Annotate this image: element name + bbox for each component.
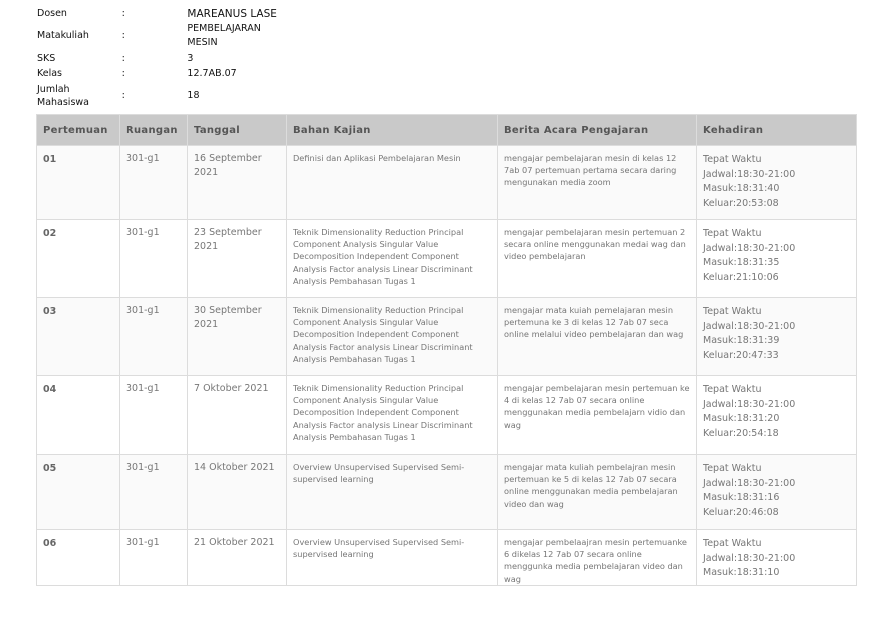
kehadiran-masuk: Masuk:18:31:35 xyxy=(703,257,780,268)
kehadiran-jadwal: Jadwal:18:30-21:00 xyxy=(703,320,796,332)
matakuliah-value xyxy=(187,22,297,50)
dosen-separator: : xyxy=(121,8,125,19)
header-bahan-kajian: Bahan Kajian xyxy=(287,115,498,146)
cell-bahan-kajian: Definisi dan Aplikasi Pembelajaran Mesin xyxy=(287,146,498,220)
kelas-separator: : xyxy=(121,68,125,79)
matakuliah-value-line2: MESIN xyxy=(187,37,218,48)
table-row xyxy=(37,220,857,298)
cell-kehadiran xyxy=(697,530,857,586)
kehadiran-masuk: Masuk:18:31:16 xyxy=(703,492,780,503)
cell-tanggal: 7 Oktober 2021 xyxy=(188,376,287,455)
sks-value: 3 xyxy=(187,52,194,64)
cell-tanggal: 14 Oktober 2021 xyxy=(188,455,287,530)
cell-berita-acara: mengajar mata kuliah pembelajran mesin pertemuan ke 5 di kelas 12 7ab 07 secara online menggunakan media pembelajaran video dan wag xyxy=(498,455,697,530)
cell-tanggal: 30 September 2021 xyxy=(188,298,287,376)
cell-ruangan: 301-g1 xyxy=(120,298,188,376)
cell-bahan-kajian: Teknik Dimensionality Reduction Principal Component Analysis Singular Value Decomposition Independent Component Analysis Factor analysis Linear Discriminant Analysis Pembahasan Tugas 1 xyxy=(287,220,498,298)
dosen-value: MAREANUS LASE xyxy=(187,8,277,20)
cell-kehadiran xyxy=(697,298,857,376)
kehadiran-status: Tepat Waktu xyxy=(703,384,762,395)
cell-berita-acara: mengajar mata kuiah pemelajaran mesin pertemuna ke 3 di kelas 12 7ab 07 seca online melalui video pembelajaran dan wag xyxy=(498,298,697,376)
kehadiran-jadwal: Jadwal:18:30-21:00 xyxy=(703,242,796,254)
kehadiran-keluar: Keluar:20:54:18 xyxy=(703,427,779,439)
kehadiran-jadwal: Jadwal:18:30-21:00 xyxy=(703,168,796,180)
jumlah-mahasiswa-value: 18 xyxy=(187,90,200,101)
table-row xyxy=(37,146,857,220)
kehadiran-status: Tepat Waktu xyxy=(703,306,762,317)
header-ruangan: Ruangan xyxy=(120,115,188,146)
cell-berita-acara: mengajar pembelajaran mesin pertemuan ke 4 di kelas 12 7ab 07 secara online menggunakan media pembelajarn vidio dan wag xyxy=(498,376,697,455)
jumlah-mahasiswa-label xyxy=(37,83,122,109)
cell-bahan-kajian: Overview Unsupervised Supervised Semi-supervised learning xyxy=(287,530,498,586)
kehadiran-keluar: Keluar:20:47:33 xyxy=(703,349,779,361)
matakuliah-label: Matakuliah xyxy=(37,30,89,41)
cell-bahan-kajian: Overview Unsupervised Supervised Semi-supervised learning xyxy=(287,455,498,530)
kelas-label: Kelas xyxy=(37,68,63,79)
jumlah-mahasiswa-separator: : xyxy=(121,90,125,101)
jumlah-mahasiswa-label-line2: Mahasiswa xyxy=(37,97,89,108)
kehadiran-status: Tepat Waktu xyxy=(703,228,762,239)
info-row-jumlah-mahasiswa xyxy=(37,82,297,110)
cell-bahan-kajian: Teknik Dimensionality Reduction Principal Component Analysis Singular Value Decomposition Independent Component Analysis Factor analysis Linear Discriminant Analysis Pembahasan Tugas 1 xyxy=(287,298,498,376)
sks-label: SKS xyxy=(37,52,56,64)
kehadiran-keluar: Keluar:21:10:06 xyxy=(703,271,779,283)
kehadiran-status: Tepat Waktu xyxy=(703,463,762,474)
info-row-dosen xyxy=(37,7,297,21)
kehadiran-masuk: Masuk:18:31:20 xyxy=(703,413,780,424)
cell-bahan-kajian: Teknik Dimensionality Reduction Principal Component Analysis Singular Value Decomposition Independent Component Analysis Factor analysis Linear Discriminant Analysis Pembahasan Tugas 1 xyxy=(287,376,498,455)
cell-pertemuan: 04 xyxy=(37,376,120,455)
matakuliah-value-line1: PEMBELAJARAN xyxy=(187,23,261,34)
dosen-label: Dosen xyxy=(37,8,67,19)
attendance-table xyxy=(36,114,857,586)
info-row-kelas xyxy=(37,66,297,82)
header-tanggal: Tanggal xyxy=(188,115,287,146)
cell-berita-acara: mengajar pembelajaran mesin pertemuan 2 secara online menggunakan medai wag dan video pembelajaran xyxy=(498,220,697,298)
header-pertemuan: Pertemuan xyxy=(37,115,120,146)
cell-ruangan: 301-g1 xyxy=(120,146,188,220)
table-row xyxy=(37,298,857,376)
cell-kehadiran xyxy=(697,376,857,455)
cell-kehadiran xyxy=(697,455,857,530)
sks-separator: : xyxy=(121,52,125,64)
matakuliah-separator: : xyxy=(121,30,125,41)
kehadiran-jadwal: Jadwal:18:30-21:00 xyxy=(703,552,796,564)
cell-pertemuan: 06 xyxy=(37,530,120,586)
kehadiran-masuk: Masuk:18:31:40 xyxy=(703,183,780,194)
kehadiran-masuk: Masuk:18:31:10 xyxy=(703,567,780,578)
cell-ruangan: 301-g1 xyxy=(120,530,188,586)
cell-kehadiran xyxy=(697,220,857,298)
cell-ruangan: 301-g1 xyxy=(120,455,188,530)
table-row xyxy=(37,455,857,530)
kehadiran-status: Tepat Waktu xyxy=(703,538,762,549)
cell-berita-acara: mengajar pembelajaran mesin di kelas 12 7ab 07 pertemuan pertama secara daring mengunakan media zoom xyxy=(498,146,697,220)
table-row xyxy=(37,530,857,586)
kelas-value: 12.7AB.07 xyxy=(187,68,237,79)
info-row-sks xyxy=(37,51,297,66)
cell-tanggal: 21 Oktober 2021 xyxy=(188,530,287,586)
table-row xyxy=(37,376,857,455)
lecture-info xyxy=(37,7,297,110)
kehadiran-keluar: Keluar:20:46:08 xyxy=(703,506,779,518)
kehadiran-status: Tepat Waktu xyxy=(703,154,762,165)
cell-kehadiran xyxy=(697,146,857,220)
cell-tanggal: 23 September 2021 xyxy=(188,220,287,298)
cell-tanggal: 16 September 2021 xyxy=(188,146,287,220)
header-kehadiran: Kehadiran xyxy=(697,115,857,146)
header-berita-acara: Berita Acara Pengajaran xyxy=(498,115,697,146)
cell-ruangan: 301-g1 xyxy=(120,220,188,298)
kehadiran-jadwal: Jadwal:18:30-21:00 xyxy=(703,398,796,410)
info-row-matakuliah xyxy=(37,21,297,51)
kehadiran-keluar: Keluar:20:53:08 xyxy=(703,197,779,209)
cell-pertemuan: 03 xyxy=(37,298,120,376)
cell-ruangan: 301-g1 xyxy=(120,376,188,455)
cell-pertemuan: 02 xyxy=(37,220,120,298)
cell-berita-acara: mengajar pembelaajran mesin pertemuanke 6 dikelas 12 7ab 07 secara online menggunka media pembelajaran video dan wag xyxy=(498,530,697,586)
kehadiran-masuk: Masuk:18:31:39 xyxy=(703,335,780,346)
cell-pertemuan: 01 xyxy=(37,146,120,220)
jumlah-mahasiswa-label-line1: Jumlah xyxy=(37,84,70,95)
table-header-row xyxy=(37,115,857,146)
kehadiran-jadwal: Jadwal:18:30-21:00 xyxy=(703,477,796,489)
cell-pertemuan: 05 xyxy=(37,455,120,530)
